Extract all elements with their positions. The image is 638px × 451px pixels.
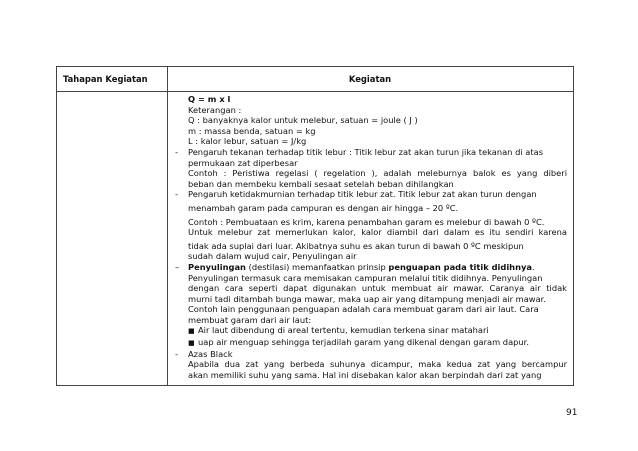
text-line: uap air menguap sehingga terjadilah garam yang dikenal dengan garam dapur. (198, 337, 529, 348)
bullet-item (175, 337, 567, 349)
text-line: Keterangan : (188, 104, 242, 115)
text-line: tidak ada suplai dari luar. Akibatnya suhu es akan turun di bawah 0 ºC meskipun (188, 240, 524, 251)
text-line: menambah garam pada campuran es dengan air hingga – 20 ºC. (188, 202, 459, 213)
text-line: dengan cara seperti dapat digunakan untuk membuat air mawar. Caranya air tidak (188, 283, 567, 294)
text-line: L : kalor lebur, satuan = J/kg (188, 136, 307, 147)
text-line: permukaan zat diperbesar (188, 157, 298, 168)
formula-line: Q = m x l (188, 94, 231, 104)
activity-table (56, 66, 574, 386)
bullet-item (175, 325, 567, 337)
text-line: Apabila dua zat yang berbeda suhunya dicampur, maka kedua zat yang bercampur (188, 359, 567, 370)
column-divider (167, 67, 168, 385)
header-tahapan-kegiatan: Tahapan Kegiatan (63, 74, 148, 84)
text-line: Air laut dibendung di areal tertentu, kemudian terkena sinar matahari (198, 325, 489, 336)
text-line: Contoh : Pembuataan es krim, karena penambahan garam es melebur di bawah 0 ºC. (188, 216, 545, 227)
page-number: 91 (566, 408, 578, 418)
list-item (175, 189, 567, 200)
table-header-row (57, 67, 573, 92)
list-item (175, 349, 567, 360)
section-title-azas-black: Azas Black (188, 348, 233, 359)
text-line: Contoh lain penggunaan penguapan adalah cara membuat garam dari air laut. Cara (188, 304, 539, 315)
bullet-marker: ■ (188, 339, 195, 348)
kegiatan-cell (175, 94, 567, 380)
text-line: membuat garam dari air laut: (188, 314, 312, 325)
text-line: Penyulingan termasuk cara memisakan campuran melalui titik didihnya. Penyulingan (188, 272, 543, 283)
list-item (175, 147, 567, 158)
text-line: (destilasi) memanfaatkan prinsip (245, 261, 389, 272)
text-line: beban dan membeku kembali sesaat setelah beban dihilangkan (188, 178, 454, 189)
text-line: m : massa benda, satuan = kg (188, 125, 316, 136)
text-line: Untuk melebur zat memerlukan kalor, kalor diambil dari dalam es itu sendiri karena (188, 227, 567, 238)
list-item (175, 262, 567, 273)
header-kegiatan: Kegiatan (348, 74, 392, 84)
dash-marker: - (175, 146, 178, 157)
bullet-marker: ■ (188, 327, 195, 336)
text-line: akan memiliki suhu yang sama. Hal ini disebakan kalor akan berpindah dari zat yang (188, 369, 542, 380)
dash-marker: - (175, 189, 178, 200)
dash-marker: - (175, 348, 178, 359)
text-line: Pengaruh ketidakmurnian terhadap titik lebur zat. Titik lebur zat akan turun dengan (188, 189, 537, 200)
text-line: Contoh : Peristiwa regelasi ( regelation ), adalah meleburnya balok es yang diberi (188, 168, 567, 179)
dash-marker: – (175, 261, 180, 272)
text-line: murni tadi ditambah bunga mawar, maka uap air yang ditampung menjadi air mawar. (188, 293, 546, 304)
text-line: . (532, 261, 535, 272)
text-line: Pengaruh tekanan terhadap titik lebur : Titik lebur zat akan turun jika tekanan di atas (188, 146, 544, 157)
term-penguapan: penguapan pada titik didihnya (388, 261, 533, 272)
text-line: Q : banyaknya kalor untuk melebur, satuan = joule ( J ) (188, 115, 418, 126)
term-penyulingan: Penyulingan (188, 261, 246, 272)
text-line: sudah dalam wujud cair, Penyulingan air (188, 251, 357, 262)
